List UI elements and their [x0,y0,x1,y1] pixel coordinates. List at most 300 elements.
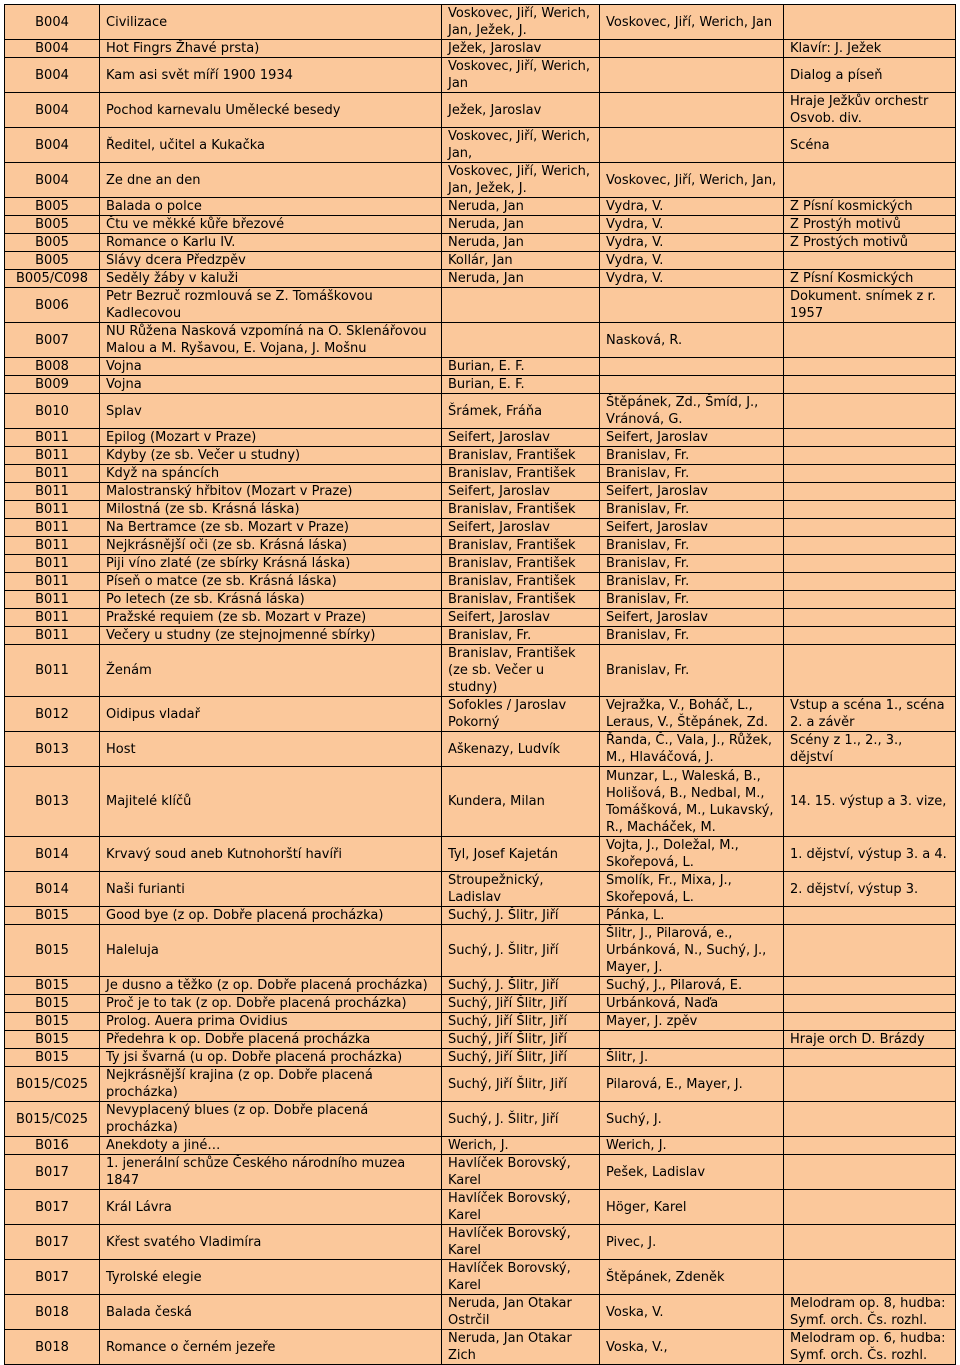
code-cell: B005 [5,216,100,234]
note-cell [784,163,956,198]
author-cell: Suchý, J. Šlitr, Jiří [442,907,600,925]
author-cell: Burian, E. F. [442,376,600,394]
note-cell [784,483,956,501]
table-row [5,995,956,1013]
performer-cell: Pešek, Ladislav [600,1155,784,1190]
code-cell: B011 [5,501,100,519]
title-cell: Ty jsi švarná (u op. Dobře placená procházka) [100,1049,442,1067]
table-row [5,358,956,376]
code-cell: B004 [5,93,100,128]
code-cell: B005 [5,252,100,270]
note-cell [784,627,956,645]
table-row [5,573,956,591]
performer-cell [600,128,784,163]
table-row [5,907,956,925]
title-cell: Krvavý soud aneb Kutnohorští havíři [100,837,442,872]
title-cell: Tyrolské elegie [100,1260,442,1295]
code-cell: B013 [5,767,100,837]
title-cell: Balada česká [100,1295,442,1330]
author-cell: Neruda, Jan Otakar Zich [442,1330,600,1365]
author-cell: Seifert, Jaroslav [442,519,600,537]
note-cell: Melodram op. 6, hudba: Symf. orch. Čs. rozhl. [784,1330,956,1365]
title-cell: Večery u studny (ze stejnojmenné sbírky) [100,627,442,645]
table-row [5,198,956,216]
author-cell: Suchý, Jiří Šlitr, Jiří [442,1067,600,1102]
author-cell: Branislav, František (ze sb. Večer u studny) [442,645,600,697]
author-cell: Burian, E. F. [442,358,600,376]
table-row [5,483,956,501]
author-cell: Seifert, Jaroslav [442,483,600,501]
note-cell [784,1137,956,1155]
title-cell: NU Růžena Nasková vzpomíná na O. Sklenářovou Malou a M. Ryšavou, E. Vojana, J. Mošnu [100,323,442,358]
code-cell: B018 [5,1295,100,1330]
note-cell [784,645,956,697]
author-cell: Stroupežnický, Ladislav [442,872,600,907]
title-cell: Ženám [100,645,442,697]
table-row [5,1067,956,1102]
table-row [5,1330,956,1365]
table-row [5,93,956,128]
title-cell: Na Bertramce (ze sb. Mozart v Praze) [100,519,442,537]
title-cell: Piji víno zlaté (ze sbírky Krásná láska) [100,555,442,573]
author-cell: Branislav, František [442,465,600,483]
title-cell: Malostranský hřbitov (Mozart v Praze) [100,483,442,501]
title-cell: Majitelé klíčů [100,767,442,837]
title-cell: Nejkrásnější krajina (z op. Dobře placená procházka) [100,1067,442,1102]
note-cell [784,907,956,925]
note-cell [784,394,956,429]
author-cell: Neruda, Jan [442,270,600,288]
author-cell: Kundera, Milan [442,767,600,837]
code-cell: B004 [5,58,100,93]
author-cell: Suchý, Jiří Šlitr, Jiří [442,995,600,1013]
performer-cell: Suchý, J., Pilarová, E. [600,977,784,995]
code-cell: B011 [5,465,100,483]
note-cell: 1. dějství, výstup 3. a 4. [784,837,956,872]
title-cell: Prolog. Auera prima Ovidius [100,1013,442,1031]
author-cell: Branislav, František [442,537,600,555]
note-cell: Melodram op. 8, hudba: Symf. orch. Čs. rozhl. [784,1295,956,1330]
table-row [5,1031,956,1049]
note-cell [784,1155,956,1190]
performer-cell [600,58,784,93]
author-cell: Voskovec, Jiří, Werich, Jan [442,58,600,93]
performer-cell [600,40,784,58]
title-cell: Kam asi svět míří 1900 1934 [100,58,442,93]
performer-cell: Pánka, L. [600,907,784,925]
code-cell: B014 [5,837,100,872]
code-cell: B007 [5,323,100,358]
performer-cell: Seifert, Jaroslav [600,609,784,627]
author-cell: Werich, J. [442,1137,600,1155]
code-cell: B011 [5,645,100,697]
code-cell: B004 [5,128,100,163]
table-row [5,465,956,483]
code-cell: B014 [5,872,100,907]
table-row [5,216,956,234]
performer-cell: Voska, V., [600,1330,784,1365]
code-cell: B005/C098 [5,270,100,288]
performer-cell: Branislav, Fr. [600,573,784,591]
author-cell: Neruda, Jan [442,216,600,234]
table-row [5,1155,956,1190]
performer-cell: Branislav, Fr. [600,501,784,519]
note-cell [784,5,956,40]
table-row [5,128,956,163]
table-row [5,1013,956,1031]
table-row [5,323,956,358]
performer-cell [600,376,784,394]
performer-cell: Branislav, Fr. [600,591,784,609]
note-cell: Hraje orch D. Brázdy [784,1031,956,1049]
table-row [5,58,956,93]
author-cell: Suchý, J. Šlitr, Jiří [442,925,600,977]
code-cell: B015 [5,995,100,1013]
title-cell: Nevyplacený blues (z op. Dobře placená procházka) [100,1102,442,1137]
author-cell: Neruda, Jan Otakar Ostrčil [442,1295,600,1330]
title-cell: 1. jenerální schůze Českého národního muzea 1847 [100,1155,442,1190]
table-row [5,1049,956,1067]
note-cell [784,1102,956,1137]
note-cell: Z Prostých motivů [784,234,956,252]
title-cell: Nejkrásnější oči (ze sb. Krásná láska) [100,537,442,555]
author-cell: Branislav, Fr. [442,627,600,645]
table-row [5,376,956,394]
author-cell: Voskovec, Jiří, Werich, Jan, Ježek, J. [442,163,600,198]
note-cell [784,376,956,394]
table-row [5,447,956,465]
table-row [5,1190,956,1225]
code-cell: B017 [5,1260,100,1295]
note-cell [784,1067,956,1102]
author-cell: Suchý, J. Šlitr, Jiří [442,1102,600,1137]
catalog-table [4,4,956,1365]
code-cell: B005 [5,234,100,252]
performer-cell: Vojta, J., Doležal, M., Skořepová, L. [600,837,784,872]
table-row [5,1295,956,1330]
author-cell: Voskovec, Jiří, Werich, Jan, Ježek, J. [442,5,600,40]
table-row [5,5,956,40]
table-row [5,501,956,519]
author-cell: Voskovec, Jiří, Werich, Jan, [442,128,600,163]
title-cell: Předehra k op. Dobře placená procházka [100,1031,442,1049]
title-cell: Je dusno a těžko (z op. Dobře placená procházka) [100,977,442,995]
table-row [5,394,956,429]
code-cell: B010 [5,394,100,429]
author-cell: Branislav, František [442,591,600,609]
table-row [5,1137,956,1155]
title-cell: Hot Fingrs Žhavé prsta) [100,40,442,58]
title-cell: Pražské requiem (ze sb. Mozart v Praze) [100,609,442,627]
title-cell: Kdyby (ze sb. Večer u studny) [100,447,442,465]
performer-cell: Suchý, J. [600,1102,784,1137]
note-cell [784,573,956,591]
performer-cell: Branislav, Fr. [600,465,784,483]
code-cell: B015 [5,1049,100,1067]
table-row [5,519,956,537]
performer-cell: Vydra, V. [600,252,784,270]
title-cell: Píseň o matce (ze sb. Krásná láska) [100,573,442,591]
author-cell: Šrámek, Fráňa [442,394,600,429]
author-cell: Branislav, František [442,447,600,465]
note-cell [784,501,956,519]
performer-cell: Vydra, V. [600,270,784,288]
author-cell: Havlíček Borovský, Karel [442,1260,600,1295]
title-cell: Balada o polce [100,198,442,216]
note-cell: Vstup a scéna 1., scéna 2. a závěr [784,697,956,732]
note-cell [784,323,956,358]
code-cell: B011 [5,537,100,555]
code-cell: B011 [5,429,100,447]
title-cell: Pochod karnevalu Umělecké besedy [100,93,442,128]
author-cell: Ježek, Jaroslav [442,40,600,58]
note-cell: Z Prostýh motivů [784,216,956,234]
title-cell: Křest svatého Vladimíra [100,1225,442,1260]
code-cell: B013 [5,732,100,767]
note-cell [784,1225,956,1260]
performer-cell: Branislav, Fr. [600,537,784,555]
note-cell [784,1190,956,1225]
author-cell: Neruda, Jan [442,198,600,216]
author-cell: Suchý, J. Šlitr, Jiří [442,977,600,995]
note-cell: Z Písní Kosmických [784,270,956,288]
title-cell: Vojna [100,358,442,376]
table-row [5,609,956,627]
note-cell [784,555,956,573]
table-row [5,234,956,252]
table-row [5,627,956,645]
code-cell: B015 [5,1013,100,1031]
performer-cell: Vydra, V. [600,234,784,252]
note-cell: 2. dějství, výstup 3. [784,872,956,907]
table-row [5,767,956,837]
title-cell: Vojna [100,376,442,394]
performer-cell: Voskovec, Jiří, Werich, Jan, [600,163,784,198]
note-cell [784,1013,956,1031]
title-cell: Haleluja [100,925,442,977]
performer-cell: Smolík, Fr., Mixa, J., Skořepová, L. [600,872,784,907]
note-cell [784,429,956,447]
title-cell: Ze dne an den [100,163,442,198]
table-row [5,40,956,58]
title-cell: Civilizace [100,5,442,40]
note-cell [784,465,956,483]
code-cell: B011 [5,555,100,573]
code-cell: B015 [5,925,100,977]
code-cell: B015 [5,907,100,925]
performer-cell: Branislav, Fr. [600,627,784,645]
note-cell [784,252,956,270]
author-cell: Branislav, František [442,501,600,519]
code-cell: B012 [5,697,100,732]
author-cell: Tyl, Josef Kajetán [442,837,600,872]
table-row [5,837,956,872]
code-cell: B017 [5,1225,100,1260]
title-cell: Milostná (ze sb. Krásná láska) [100,501,442,519]
title-cell: Naši furianti [100,872,442,907]
note-cell: Z Písní kosmických [784,198,956,216]
performer-cell: Seifert, Jaroslav [600,429,784,447]
code-cell: B006 [5,288,100,323]
note-cell [784,609,956,627]
code-cell: B008 [5,358,100,376]
code-cell: B015/C025 [5,1067,100,1102]
author-cell: Ježek, Jaroslav [442,93,600,128]
code-cell: B011 [5,447,100,465]
author-cell [442,288,600,323]
table-row [5,1225,956,1260]
table-row [5,1102,956,1137]
performer-cell: Vydra, V. [600,198,784,216]
note-cell: Dokument. snímek z r. 1957 [784,288,956,323]
title-cell: Čtu ve měkké kůře březové [100,216,442,234]
author-cell: Seifert, Jaroslav [442,429,600,447]
title-cell: Host [100,732,442,767]
title-cell: Romance o černém jezeře [100,1330,442,1365]
title-cell: Proč je to tak (z op. Dobře placená procházka) [100,995,442,1013]
author-cell: Branislav, František [442,573,600,591]
table-row [5,732,956,767]
table-row [5,537,956,555]
note-cell [784,591,956,609]
author-cell: Branislav, František [442,555,600,573]
code-cell: B015 [5,977,100,995]
code-cell: B004 [5,163,100,198]
code-cell: B011 [5,483,100,501]
code-cell: B011 [5,519,100,537]
performer-cell: Pivec, J. [600,1225,784,1260]
author-cell: Suchý, Jiří Šlitr, Jiří [442,1013,600,1031]
performer-cell: Pilarová, E., Mayer, J. [600,1067,784,1102]
table-row [5,270,956,288]
performer-cell [600,93,784,128]
title-cell: Seděly žáby v kaluži [100,270,442,288]
author-cell [442,323,600,358]
code-cell: B004 [5,40,100,58]
code-cell: B011 [5,573,100,591]
code-cell: B011 [5,591,100,609]
title-cell: Petr Bezruč rozmlouvá se Z. Tomáškovou Kadlecovou [100,288,442,323]
performer-cell: Höger, Karel [600,1190,784,1225]
performer-cell: Branislav, Fr. [600,447,784,465]
code-cell: B015 [5,1031,100,1049]
table-row [5,1260,956,1295]
performer-cell: Branislav, Fr. [600,555,784,573]
note-cell: Klavír: J. Ježek [784,40,956,58]
author-cell: Havlíček Borovský, Karel [442,1190,600,1225]
table-row [5,252,956,270]
title-cell: Splav [100,394,442,429]
author-cell: Neruda, Jan [442,234,600,252]
title-cell: Good bye (z op. Dobře placená procházka) [100,907,442,925]
performer-cell: Štěpánek, Zd., Šmíd, J., Vránová, G. [600,394,784,429]
note-cell [784,358,956,376]
catalog-table-body [5,5,956,1365]
author-cell: Havlíček Borovský, Karel [442,1225,600,1260]
author-cell: Seifert, Jaroslav [442,609,600,627]
title-cell: Oidipus vladař [100,697,442,732]
code-cell: B016 [5,1137,100,1155]
author-cell: Aškenazy, Ludvík [442,732,600,767]
table-row [5,591,956,609]
performer-cell [600,288,784,323]
performer-cell: Vydra, V. [600,216,784,234]
performer-cell [600,1031,784,1049]
title-cell: Epilog (Mozart v Praze) [100,429,442,447]
code-cell: B011 [5,627,100,645]
code-cell: B009 [5,376,100,394]
performer-cell: Štěpánek, Zdeněk [600,1260,784,1295]
performer-cell: Šlitr, J., Pilarová, e., Urbánková, N., Suchý, J., Mayer, J. [600,925,784,977]
title-cell: Král Lávra [100,1190,442,1225]
title-cell: Slávy dcera Předzpěv [100,252,442,270]
performer-cell: Seifert, Jaroslav [600,519,784,537]
table-row [5,925,956,977]
performer-cell: Řanda, Č., Vala, J., Růžek, M., Hlaváčová, J. [600,732,784,767]
performer-cell: Seifert, Jaroslav [600,483,784,501]
note-cell [784,925,956,977]
author-cell: Havlíček Borovský, Karel [442,1155,600,1190]
note-cell: Scény z 1., 2., 3., dějství [784,732,956,767]
code-cell: B011 [5,609,100,627]
performer-cell: Mayer, J. zpěv [600,1013,784,1031]
note-cell [784,977,956,995]
performer-cell: Werich, J. [600,1137,784,1155]
table-row [5,645,956,697]
note-cell: Dialog a píseň [784,58,956,93]
performer-cell: Munzar, L., Waleská, B., Holišová, B., Nedbal, M., Tomášková, M., Lukavský, R., Macháček, M. [600,767,784,837]
title-cell: Ředitel, učitel a Kukačka [100,128,442,163]
note-cell: 14. 15. výstup a 3. vize, [784,767,956,837]
table-row [5,872,956,907]
performer-cell [600,358,784,376]
title-cell: Romance o Karlu IV. [100,234,442,252]
table-row [5,977,956,995]
title-cell: Když na spáncích [100,465,442,483]
table-row [5,429,956,447]
author-cell: Suchý, Jiří Šlitr, Jiří [442,1049,600,1067]
note-cell [784,447,956,465]
author-cell: Sofokles / Jaroslav Pokorný [442,697,600,732]
code-cell: B005 [5,198,100,216]
table-row [5,697,956,732]
performer-cell: Šlitr, J. [600,1049,784,1067]
title-cell: Anekdoty a jiné… [100,1137,442,1155]
note-cell [784,537,956,555]
performer-cell: Branislav, Fr. [600,645,784,697]
code-cell: B017 [5,1190,100,1225]
performer-cell: Vejražka, V., Boháč, L., Leraus, V., Štěpánek, Zd. [600,697,784,732]
note-cell: Scéna [784,128,956,163]
table-row [5,163,956,198]
author-cell: Suchý, Jiří Šlitr, Jiří [442,1031,600,1049]
table-row [5,555,956,573]
table-row [5,288,956,323]
note-cell [784,519,956,537]
note-cell [784,995,956,1013]
code-cell: B017 [5,1155,100,1190]
performer-cell: Voskovec, Jiří, Werich, Jan [600,5,784,40]
note-cell: Hraje Ježkův orchestr Osvob. div. [784,93,956,128]
code-cell: B004 [5,5,100,40]
performer-cell: Voska, V. [600,1295,784,1330]
author-cell: Kollár, Jan [442,252,600,270]
note-cell [784,1260,956,1295]
performer-cell: Nasková, R. [600,323,784,358]
code-cell: B018 [5,1330,100,1365]
title-cell: Po letech (ze sb. Krásná láska) [100,591,442,609]
code-cell: B015/C025 [5,1102,100,1137]
